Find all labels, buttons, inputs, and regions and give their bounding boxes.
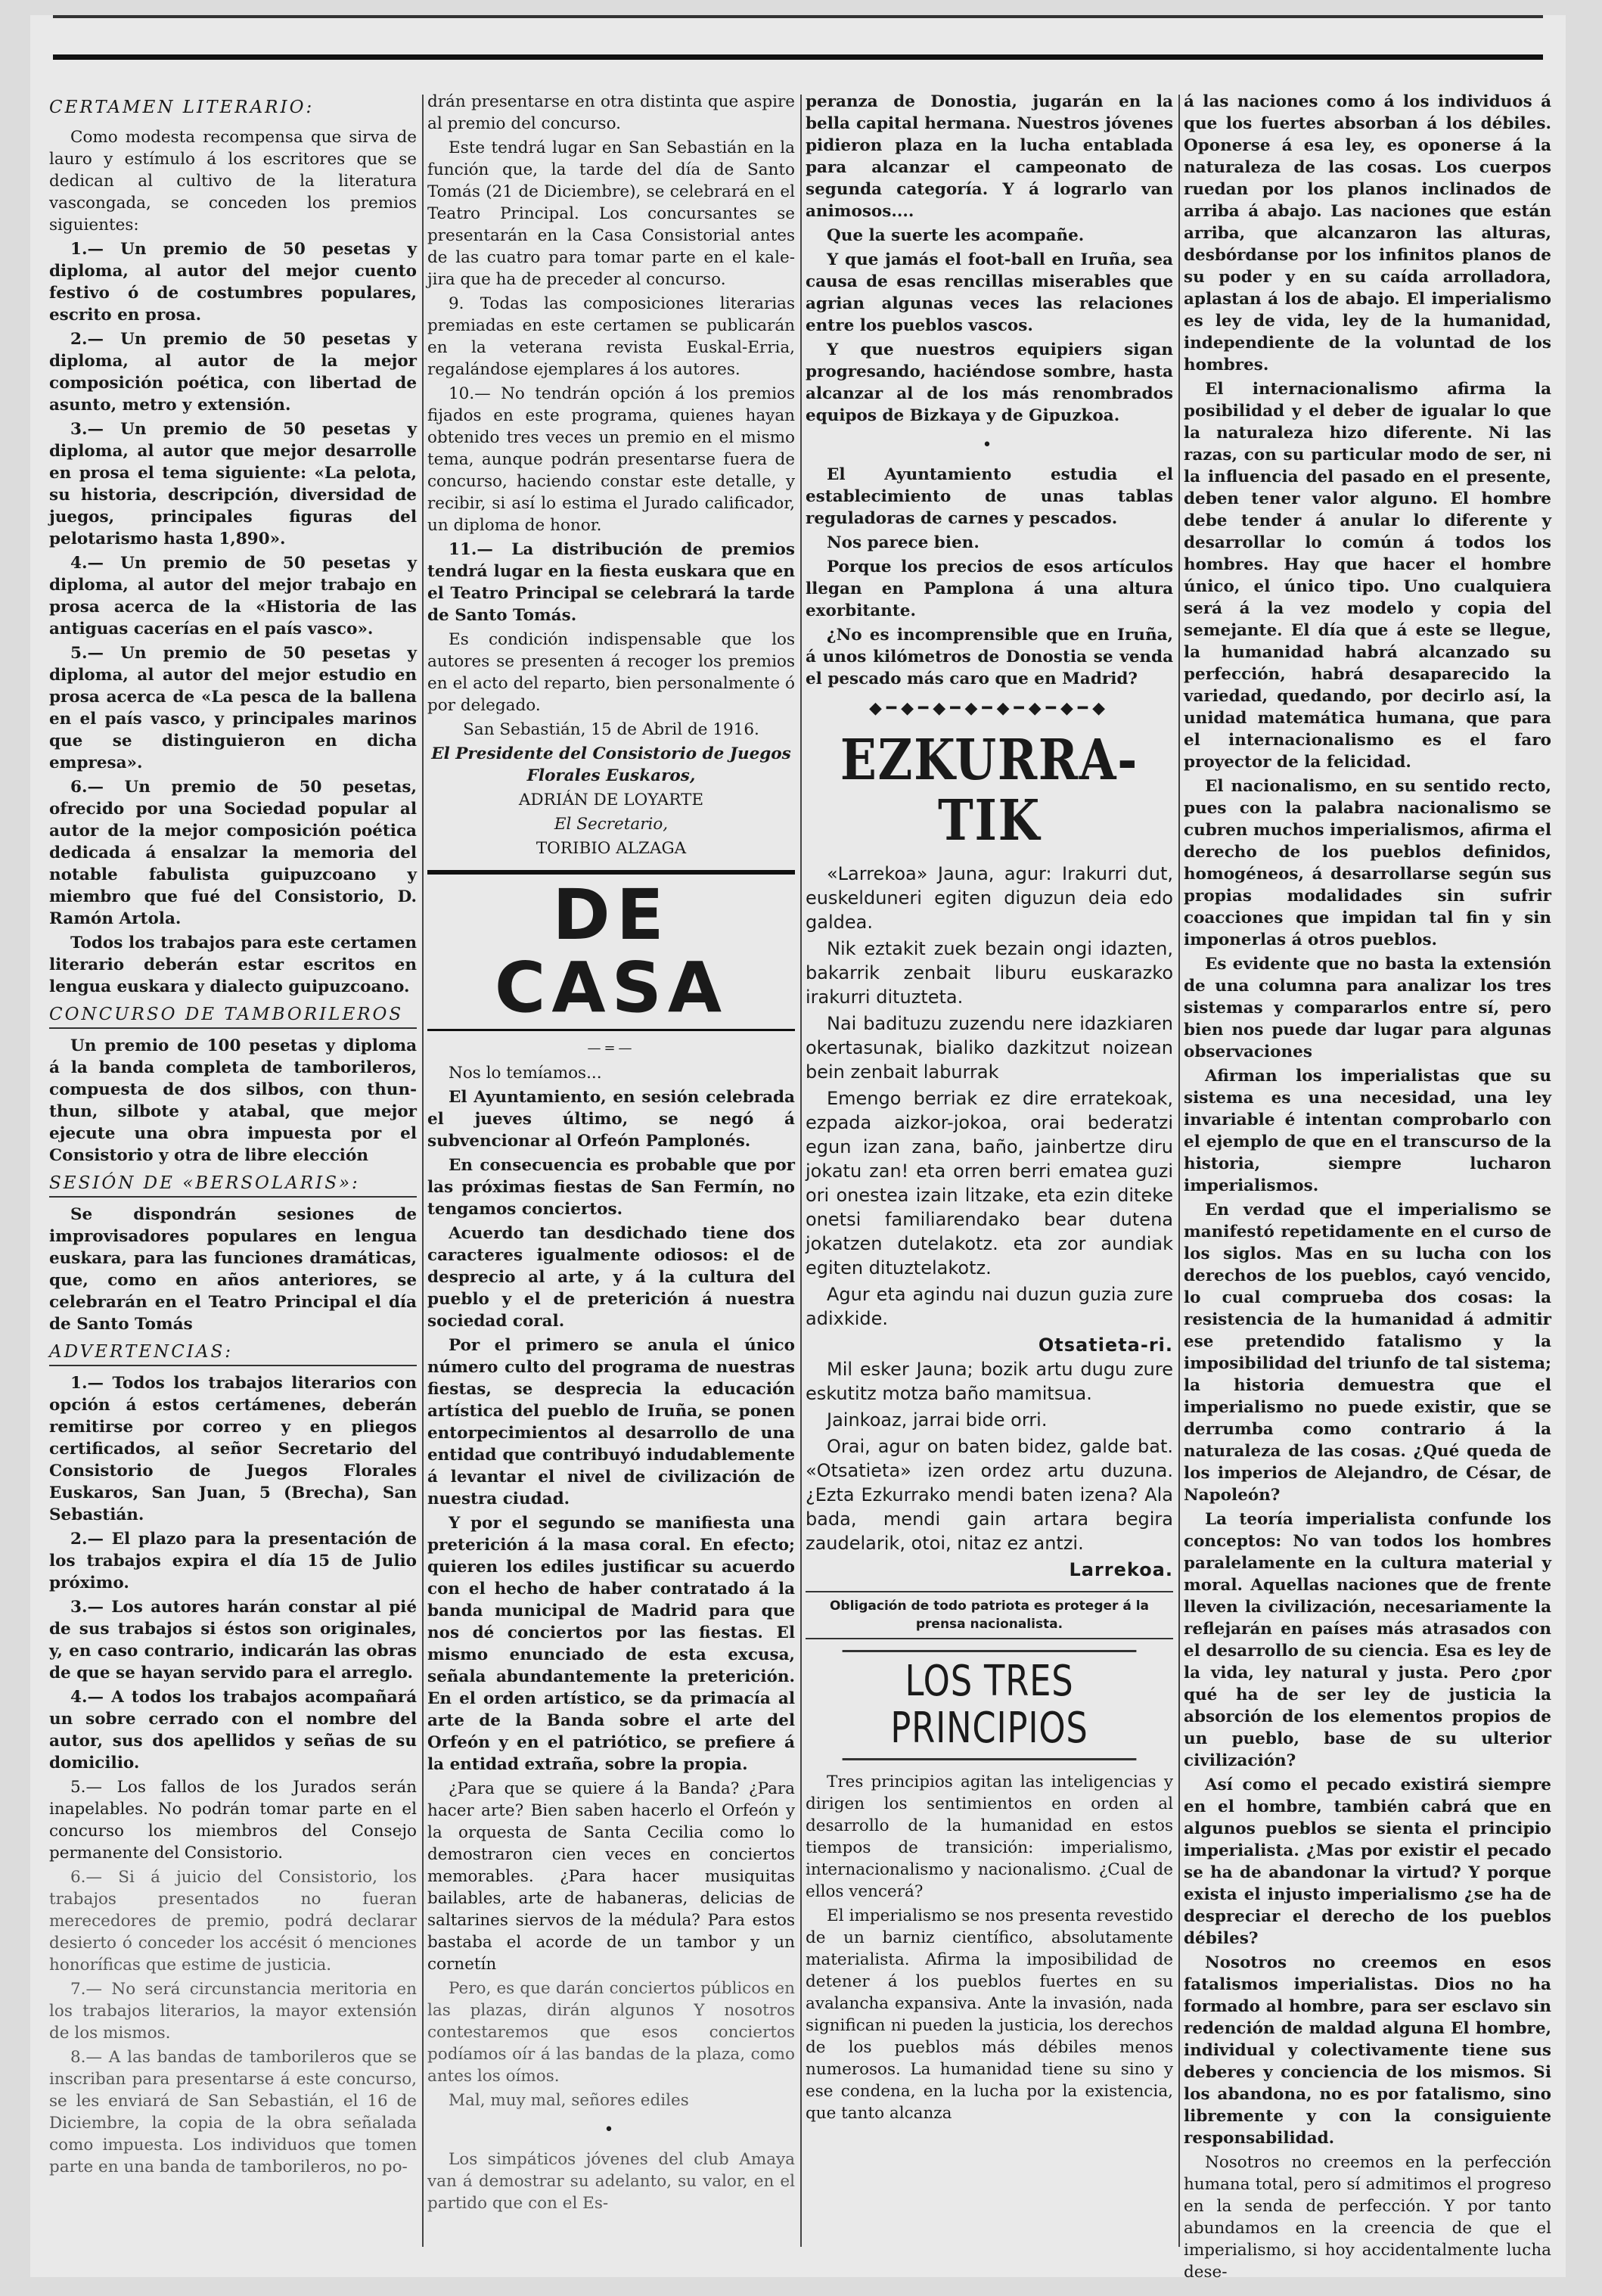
signature: Larrekoa. xyxy=(1069,1559,1173,1580)
paragraph: 8.— A las bandas de tamborileros que se inscriban para presentarse á este concurso, se les enviará de San Sebastián, el 16 de Diciembre, la copia de la obra señalada como impuesta. Los individuos que tomen parte en una banda de tamborileros, no po- xyxy=(49,2048,417,2176)
signature-title: El Secretario, xyxy=(554,815,669,834)
paragraph: «Larrekoa» Jauna, agur: Irakurri dut, euskelduneri egiten diguzun deia edo galdea. xyxy=(806,863,1173,933)
paragraph: Nai badituzu zuzendu nere idazkiaren okertasunak, bialiko dazkitzut noizean bein zenbait laburrak xyxy=(806,1013,1173,1083)
column-4 xyxy=(1184,91,1551,2282)
paragraph: El internacionalismo afirma la posibilidad y el deber de igualar lo que la naturaleza hizo diferente. Ni las razas, con su particular modo de ser, ni la influencia del pasado en el presente, deben tener valor alguno. El hombre debe tender á anular lo diferente y desarrollar lo común á todos los hombres. Hay que hacer el hombre único, el único tipo. Uno cualquiera será á la vez modelo y copia del semejante. El día que á este se llegue, la humanidad habrá alcanzado su perfección, habrá desaparecido la variedad, quedando, por decirlo así, la unidad matemática humana, que para el internacionalismo es el faro proyector de la felicidad. xyxy=(1184,380,1551,772)
paragraph: El nacionalismo, en su sentido recto, pues con la palabra nacionalismo se cubren muchos imperialismos, afirma el derecho de los pueblos definidos, homogéneos, á desarrollarse según sus propias modalidades sin sufrir coacciones que impidan tal fin y sin imponerlas á otros pueblos. xyxy=(1184,777,1551,949)
header-rule xyxy=(53,54,1543,60)
paragraph: 2.— Un premio de 50 pesetas y diploma, al autor de la mejor composición poética, con libertad de asunto, metro y extensión. xyxy=(49,330,417,415)
signature: Otsatieta-ri. xyxy=(1038,1334,1173,1356)
dateline: San Sebastián, 15 de Abril de 1916. xyxy=(463,720,759,739)
paragraph: 4.— Un premio de 50 pesetas y diploma, al autor del mejor trabajo en prosa acerca de la «Historia de las antiguas cacerías en el país vasco». xyxy=(49,554,417,638)
paragraph: Un premio de 100 pesetas y diploma á la banda completa de tamborileros, compuesta de dos silbos, con thun-thun, silbote y atabal, que mejor ejecute una obra impuesta por el Consistorio y otra de libre elección xyxy=(49,1036,417,1165)
paragraph: 3.— Los autores harán constar al pié de sus trabajos si éstos son originales, y, en caso contrario, indicarán las obras de que se hayan servido para el arreglo. xyxy=(49,1598,417,1682)
paragraph: Por el primero se anula el único número culto del programa de nuestras fiestas, se desprecia la educación artística del pueblo de Iruña, se ponen entorpecimientos al desarrollo de una entidad que contribuyó indudablemente á levantar el nivel de civilización de nuestra ciudad. xyxy=(427,1336,795,1508)
newspaper-page xyxy=(30,15,1566,2282)
column-2 xyxy=(427,91,795,2262)
paragraph: Todos los trabajos para este certamen literario deberán estar escritos en lengua euskara y dialecto guipuzcoano. xyxy=(49,934,417,996)
paragraph: Los simpáticos jóvenes del club Amaya van á demostrar su adelanto, su valor, en el partido que con el Es- xyxy=(427,2150,795,2213)
paragraph: 11.— La distribución de premios tendrá lugar en la fiesta euskara que en el Teatro Principal se celebrará la tarde de Santo Tomás. xyxy=(427,540,795,625)
paragraph: El imperialismo se nos presenta revestido de un barniz científico, absolutamente materialista. Afirma la imposibilidad de detener á los pueblos fuertes en su avalancha expansiva. Ante la invasión, nada significan ni pueden la justicia, los derechos de los pueblos más débiles menos numerosos. La humanidad tiene su sino y ese condena, en la lucha por la existencia, que tanto alcanza xyxy=(806,1906,1173,2123)
column-3 xyxy=(806,91,1173,2262)
paragraph: á las naciones como á los individuos á que los fuertes absorban á los débiles. Oponerse á esa ley, es oponerse á la naturaleza de las cosas. Los cuerpos ruedan por los planos inclinados de arriba á abajo. Las naciones que están arriba, que alcanzaron las alturas, desbórdanse por los infinitos planos de su poder y en su caída arrolladora, aplastan á los de abajo. El imperialismo es ley de vida, ley de la humanidad, independiente de la voluntad de los hombres. xyxy=(1184,92,1551,374)
paragraph: Nosotros no creemos en esos fatalismos imperialistas. Dios no ha formado al hombre, para ser esclavo sin redención de maldad alguna El hombre, individual y colectivamente tiene sus deberes y conciencia de los mismos. Si los abandona, no es por fatalismo, sino libremente y con la consiguiente responsabilidad. xyxy=(1184,1953,1551,2148)
section-banner-ezkurra-tik: EZKURRA-TIK xyxy=(840,728,1139,853)
paragraph: Tres principios agitan las inteligencias y dirigen los sentimientos en orden al desarrollo de la humanidad en estos tiempos de transición: imperialismo, internacionalismo y nacionalismo. ¿Cual de ellos vencerá? xyxy=(806,1772,1173,1901)
signature-name: TORIBIO ALZAGA xyxy=(536,839,687,858)
section-heading-sesion: SESIÓN DE «BERSOLARIS»: xyxy=(49,1173,417,1198)
paragraph: Agur eta agindu nai duzun guzia zure adixkide. xyxy=(806,1284,1173,1329)
paragraph: Y por el segundo se manifiesta una preterición á la masa coral. En efecto; quieren los ediles justificar su acuerdo con el hecho de haber contratado á la banda municipal de Madrid para que nos dé conciertos por las fiestas. El mismo enunciado de esta excusa, señala abundantemente la preterición. En el orden artístico, se da primacía al arte de la Banda sobre el arte del Orfeón y en el patriótico, se prefiere á la entidad extraña, sobre la propia. xyxy=(427,1514,795,1774)
ornament-row: ◆━◆━◆━◆━◆━◆━◆━◆ xyxy=(868,699,1110,718)
paragraph: 3.— Un premio de 50 pesetas y diploma, al autor que mejor desarrolle en prosa el tema siguiente: «La pelota, su historia, descripción, diversidad de juegos, principales figuras del pelotarismo hasta 1,890». xyxy=(49,420,417,548)
paragraph: El Ayuntamiento estudia el establecimiento de unas tablas reguladoras de carnes y pescados. xyxy=(806,465,1173,528)
section-heading-certamen: CERTAMEN LITERARIO: xyxy=(49,98,315,117)
paragraph: Orai, agur on baten bidez, galde bat. «Otsatieta» izen ordez artu duzuna. ¿Ezta Ezkurrako mendi baten izena? Ala bada, mendi gain artara begira zaudelarik, otoi, nitaz ez antzi. xyxy=(806,1436,1173,1554)
paragraph: 1.— Un premio de 50 pesetas y diploma, al autor del mejor cuento festivo ó de costumbres populares, escrito en prosa. xyxy=(49,240,417,325)
paragraph: ¿No es incomprensible que en Iruña, á unos kilómetros de Donostia se venda el pescado más caro que en Madrid? xyxy=(806,626,1173,688)
paragraph: La teoría imperialista confunde los conceptos: No van todos los hombres paralelamente en la cultura material y moral. Aquellas naciones que de frente lleven la civilización, necesariamente la reflejarán en países más atrasados con el desarrollo de su ciencia. Esa es ley de la vida, ley natural y justa. Pero ¿por qué ha de ser ley de justicia la absorción de los elementos propios de un pueblo, base de su ulterior civilización? xyxy=(1184,1510,1551,1770)
paragraph: Se dispondrán sesiones de improvisadores populares en lengua euskara, para las funciones dramáticas, que, como en años anteriores, se celebrarán en el Teatro Principal el día de Santo Tomás xyxy=(49,1205,417,1334)
paragraph: Acuerdo tan desdichado tiene dos caracteres igualmente odiosos: el de desprecio al arte, y á la cultura del pueblo y el de preterición á nuestra sociedad coral. xyxy=(427,1224,795,1331)
paragraph: 10.— No tendrán opción á los premios fijados en este programa, quienes hayan obtenido tres veces un premio en el mismo tema, aunque podrán presentarse fuera de concurso, haciendo constar este detalle, y recibir, si así lo estima el Jurado calificador, un diploma de honor. xyxy=(427,384,795,535)
paragraph: Nos parece bien. xyxy=(827,533,980,552)
paragraph: Mal, muy mal, señores ediles xyxy=(449,2091,689,2110)
paragraph: peranza de Donostia, jugarán en la bella capital hermana. Nuestros jóvenes pidieron plaza en la lucha entablada para alcanzar el campeonato de segunda categoría. Y á lograrlo van animosos.... xyxy=(806,92,1173,221)
paragraph: Afirman los imperialistas que su sistema es una necesidad, una ley invariable é intentan comprobarlo con el ejemplo de que en el transcurso de la historia, siempre lucharon imperialismos. xyxy=(1184,1067,1551,1195)
paragraph: Es evidente que no basta la extensión de una columna para analizar los tres sistemas y compararlos entre sí, pero bien nos puede dar lugar para algunas observaciones xyxy=(1184,955,1551,1061)
paragraph: Como modesta recompensa que sirva de lauro y estímulo á los escritores que se dedican al cultivo de la literatura vascongada, se conceden los premios siguientes: xyxy=(49,128,417,235)
paragraph: 4.— A todos los trabajos acompañará un sobre cerrado con el nombre del autor, sus dos apellidos y señas de su domicilio. xyxy=(49,1688,417,1772)
paragraph: Este tendrá lugar en San Sebastián en la función que, la tarde del día de Santo Tomás (21 de Diciembre), se celebrará en el Teatro Principal. Los concursantes se presentarán en la Casa Consistorial antes de las cuatro para tomar parte en el kale-jira que ha de preceder al concurso. xyxy=(427,138,795,289)
section-banner-los-tres-principios: LOS TRES PRINCIPIOS xyxy=(843,1650,1137,1760)
paragraph: Pero, es que darán conciertos públicos en las plazas, dirán algunos Y nosotros contestaremos que esos conciertos podíamos oír á las bandas de la plaza, como antes los oímos. xyxy=(427,1979,795,2086)
section-heading-advertencias: ADVERTENCIAS: xyxy=(49,1341,417,1366)
column-divider xyxy=(1178,95,1180,2247)
paragraph: 6.— Si á juicio del Consistorio, los trabajos presentados no fueran merecedores de premio, podrá declarar desierto ó conceder los accésit ó menciones honoríficas que estime de justicia. xyxy=(49,1868,417,1974)
paragraph: 7.— No será circunstancia meritoria en los trabajos literarios, la mayor extensión de los mismos. xyxy=(49,1980,417,2043)
paragraph: En consecuencia es probable que por las próximas fiestas de San Fermín, no tengamos conciertos. xyxy=(427,1156,795,1219)
paragraph: En verdad que el imperialismo se manifestó repetidamente en el curso de los siglos. Mas en su lucha con los derechos de los pueblos, cayó vencido, lo cual comprueba dos cosas: la resistencia de la humanidad á admitir ese pretendido fatalismo y la imposibilidad del triunfo de tal sistema; la historia demuestra que el imperialismo no puede existir, que se derrumba como contrario á la naturaleza de las cosas. ¿Qué queda de los imperios de Alejandro, de César, de Napoleón? xyxy=(1184,1201,1551,1505)
paragraph: 5.— Un premio de 50 pesetas y diploma, al autor del mejor estudio en prosa acerca de «La pesca de la ballena en el país vasco, y principales marinos que se distinguieron en dicha empresa». xyxy=(49,644,417,772)
paragraph: Nos lo temíamos... xyxy=(449,1064,602,1083)
column-divider xyxy=(422,95,424,2247)
section-heading-concurso: CONCURSO DE TAMBORILEROS xyxy=(49,1004,417,1029)
paragraph: 5.— Los fallos de los Jurados serán inapelables. No podrán tomar parte en el concurso los miembros del Consejo permanente del Consistorio. xyxy=(49,1778,417,1863)
paragraph: Jainkoaz, jarrai bide orri. xyxy=(827,1409,1048,1431)
paragraph: Nosotros no creemos en la perfección humana total, pero sí admitimos el progreso en la senda de perfección. Y por tanto abundamos en la creencia de que el imperialismo, si hoy accidentalmente lucha dese- xyxy=(1184,2153,1551,2282)
paragraph: Nik eztakit zuek bezain ongi idazten, bakarrik zenbait liburu euskarazko irakurri dituzteta. xyxy=(806,938,1173,1008)
ornament-dots: • xyxy=(982,436,997,455)
paragraph: 1.— Todos los trabajos literarios con opción á estos certámenes, deberán remitirse por correo y en pliegos certificados, al señor Secretario del Consistorio de Juegos Florales Euskaros, San Juan, 5 (Brecha), San Sebastián. xyxy=(49,1374,417,1524)
paragraph: Y que jamás el foot-ball en Iruña, sea causa de esas rencillas miserables que agrian algunas veces las relaciones entre los pueblos vascos. xyxy=(806,250,1173,335)
paragraph: 6.— Un premio de 50 pesetas, ofrecido por una Sociedad popular al autor de la mejor composición poética dedicada á ensalzar la memoria del notable fabulista guipuzcoano y miembro que fué del Consistorio, D. Ramón Artola. xyxy=(49,778,417,928)
paragraph: Es condición indispensable que los autores se presenten á recoger los premios en el acto del reparto, bien personalmente ó por delegado. xyxy=(427,630,795,715)
paragraph: Que la suerte les acompañe. xyxy=(827,226,1085,245)
notice-box: Obligación de todo patriota es proteger á la prensa nacionalista. xyxy=(806,1591,1173,1639)
column-divider xyxy=(800,95,802,2247)
paragraph: Porque los precios de esos artículos llegan en Pamplona á una altura exorbitante. xyxy=(806,558,1173,620)
paragraph: El Ayuntamiento, en sesión celebrada el jueves último, se negó á subvencionar al Orfeón Pamplonés. xyxy=(427,1088,795,1151)
paragraph: Emengo berriak ez dire erratekoak, ezpada aizkor-jokoa, orai bederatzi egun izan zana, baño, jainbertze diru jokatu zan! eta orren berri ematea guzi ori onestea izain litzake, eta ezin diteke onetsi familiarendako bear dutena jokatzen dutelakotz. eta zor aundiak egiten dituztelakotz. xyxy=(806,1088,1173,1278)
paragraph: drán presentarse en otra distinta que aspire al premio del concurso. xyxy=(427,92,795,133)
basque-letter xyxy=(806,862,1173,1582)
paragraph: 9. Todas las composiciones literarias premiadas en este certamen se publicarán en la veterana revista Euskal-Erria, regalándose ejemplares á los autores. xyxy=(427,294,795,379)
paragraph: Así como el pecado existirá siempre en el hombre, también cabrá que en algunos pueblos se sienta el principio imperialista. ¿Mas por existir el pecado se ha de abandonar la virtud? Y porque exista el injusto imperialismo ¿se ha de despreciar el derecho de los pueblos débiles? xyxy=(1184,1776,1551,1948)
ornament-dots: • xyxy=(604,2120,619,2139)
signature-name: ADRIÁN DE LOYARTE xyxy=(518,791,704,809)
paragraph: 2.— El plazo para la presentación de los trabajos expira el día 15 de Julio próximo. xyxy=(49,1530,417,1592)
column-1 xyxy=(49,91,417,2262)
signature-title: El Presidente del Consistorio de Juegos Florales Euskaros, xyxy=(431,744,791,785)
paragraph: Y que nuestros equipiers sigan progresando, haciéndose sombre, hasta alcanzar al de los más renombrados equipos de Bizkaya y de Gipuzkoa. xyxy=(806,340,1173,425)
top-border xyxy=(53,15,1543,18)
paragraph: ¿Para que se quiere á la Banda? ¿Para hacer arte? Bien saben hacerlo el Orfeón y la orquesta de Santa Cecilia como lo demostraron cien veces en conciertos memorables. ¿Para hacer musiquitas bailables, arte de habaneras, delicias de saltarines siervos de la médula? Para estos bastaba el acorde de un tambor y un cornetín xyxy=(427,1779,795,1974)
section-banner-de-casa: DE CASA xyxy=(427,870,795,1031)
paragraph: Mil esker Jauna; bozik artu dugu zure eskutitz motza baño mamitsua. xyxy=(806,1359,1173,1404)
ornament: —=— xyxy=(587,1040,635,1056)
